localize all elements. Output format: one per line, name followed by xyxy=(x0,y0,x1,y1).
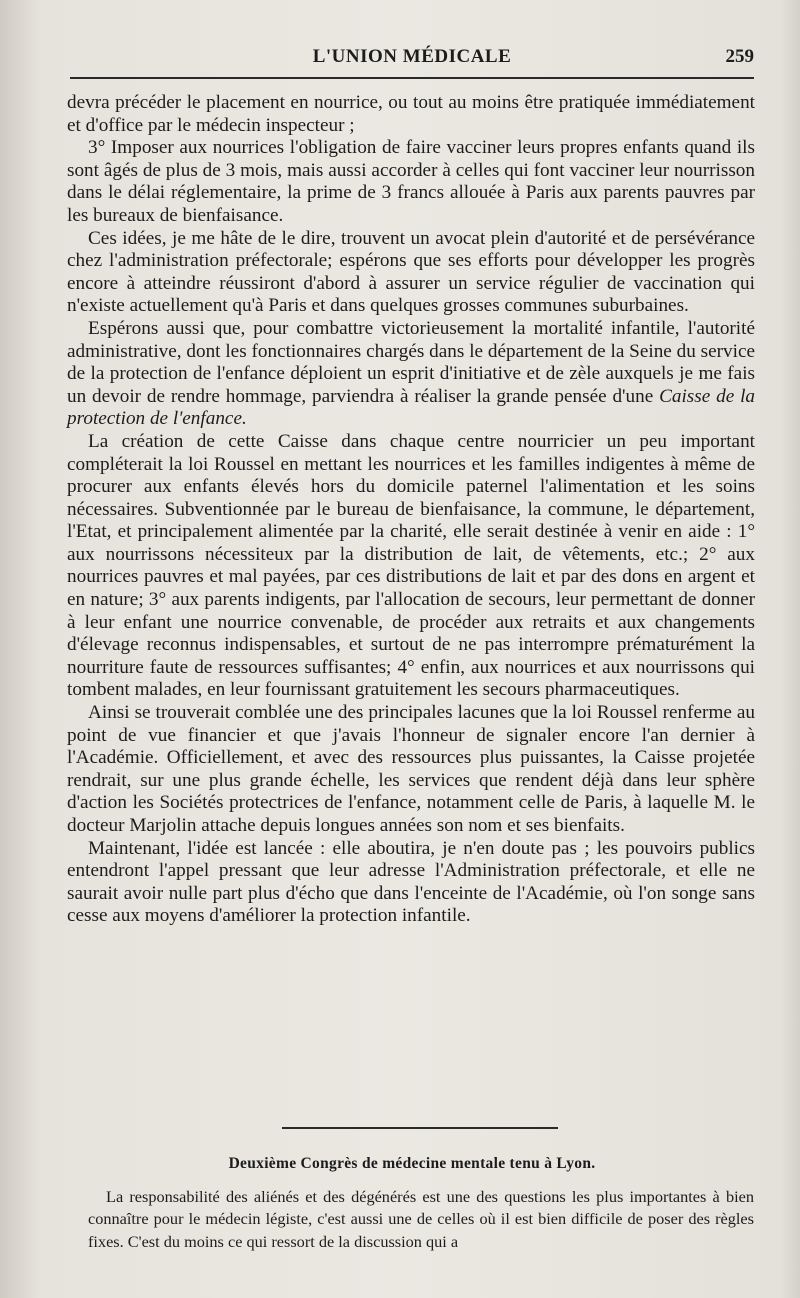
article-body xyxy=(67,92,755,928)
running-header xyxy=(70,44,754,74)
paragraph-2: 3° Imposer aux nourrices l'obligation de faire vacciner leurs propres enfants quand ils sont âgés de plus de 3 mois, mais aussi accorder à celles qui font vacciner leur nourrisson dans le délai réglementaire, la prime de 3 francs allouée à Paris aux parents pauvres par les bureaux de bienfaisance. xyxy=(67,137,755,226)
page-number: 259 xyxy=(725,46,754,67)
paragraph-6: Ainsi se trouverait comblée une des principales lacunes que la loi Roussel renferme au point de vue financier et que j'avais l'honneur de signaler encore l'an dernier à l'Académie. Officiellement, et avec des ressources plus puissantes, la Caisse projetée rendrait, sur une plus grande échelle, les services que rendent déjà dans leur sphère d'action les Sociétés protectrices de l'enfance, notamment celle de Paris, à laquelle M. le docteur Marjolin attache depuis longues années son nom et ses bienfaits. xyxy=(67,702,755,836)
paragraph-3: Ces idées, je me hâte de le dire, trouvent un avocat plein d'autorité et de persévérance chez l'administration préfectorale; espérons que ses efforts pour développer les progrès encore à atteindre réussiront d'abord à assurer un service régulier de vaccination qui n'existe actuellement qu'à Paris et dans quelques grosses communes suburbaines. xyxy=(67,227,755,317)
paragraph-5: La création de cette Caisse dans chaque centre nourricier un peu important compléterait la loi Roussel en mettant les nourrices et les familles indigentes à même de procurer aux enfants élevés hors du domicile paternel l'alimentation et les soins nécessaires. Subventionnée par le bureau de bienfaisance, la commune, le département, l'Etat, et principalement alimentée par la charité, elle serait destinée à venir en aide : 1° aux nourrissons nécessiteux par la distribution de lait, de vêtements, etc.; 2° aux nourrices pauvres et mal payées, par ces distributions de lait et par des dons en argent et en nature; 3° aux parents indigents, par l'allocation de secours, leur permettant de donner à leur enfant une nourrice convenable, de procéder aux retraits et aux changements d'élevage reconnus indispensables, et surtout de ne pas interrompre prématurément la nourriture faute de ressources suffisantes; 4° enfin, aux nourrices et aux nourrissons qui tombent malades, en leur fournissant gratuitement les secours pharmaceutiques. xyxy=(67,430,755,701)
section-divider xyxy=(282,1127,558,1129)
paragraph-7: Maintenant, l'idée est lancée : elle aboutira, je n'en doute pas ; les pouvoirs publics entendront l'appel pressant que leur adresse l'Administration préfectorale, et elle ne saurait avoir nulle part plus d'écho que dans l'enceinte de l'Académie, où l'on songe sans cesse aux moyens d'améliorer la protection infantile. xyxy=(67,837,755,927)
paragraph-4 xyxy=(67,318,755,431)
section-heading: Deuxième Congrès de médecine mentale tenu à Lyon. xyxy=(228,1155,596,1172)
paragraph-4-text: Espérons aussi que, pour combattre victorieusement la mortalité infantile, l'autorité administrative, dont les fonctionnaires chargés dans le département de la Seine du service de la protection de l'enfance déploient un esprit d'initiative et de zèle auxquels je me fais un devoir de rendre hommage, parviendra à réaliser la grande pensée d'une xyxy=(67,317,755,407)
paragraph-1: devra précéder le placement en nourrice, ou tout au moins être pratiquée immédiatement et d'office par le médecin inspecteur ; xyxy=(67,92,755,136)
header-rule xyxy=(70,77,754,79)
paragraph-4-italic: Caisse de la protection de l'enfance. xyxy=(67,385,755,430)
section-body xyxy=(88,1186,754,1253)
journal-title: L'UNION MÉDICALE xyxy=(312,46,512,67)
section-paragraph: La responsabilité des aliénés et des dégénérés est une des questions les plus importantes à bien connaître pour le médecin légiste, c'est aussi une de celles où il est bien difficile de poser des règles fixes. C'est du moins ce qui ressort de la discussion qui a xyxy=(88,1187,754,1251)
